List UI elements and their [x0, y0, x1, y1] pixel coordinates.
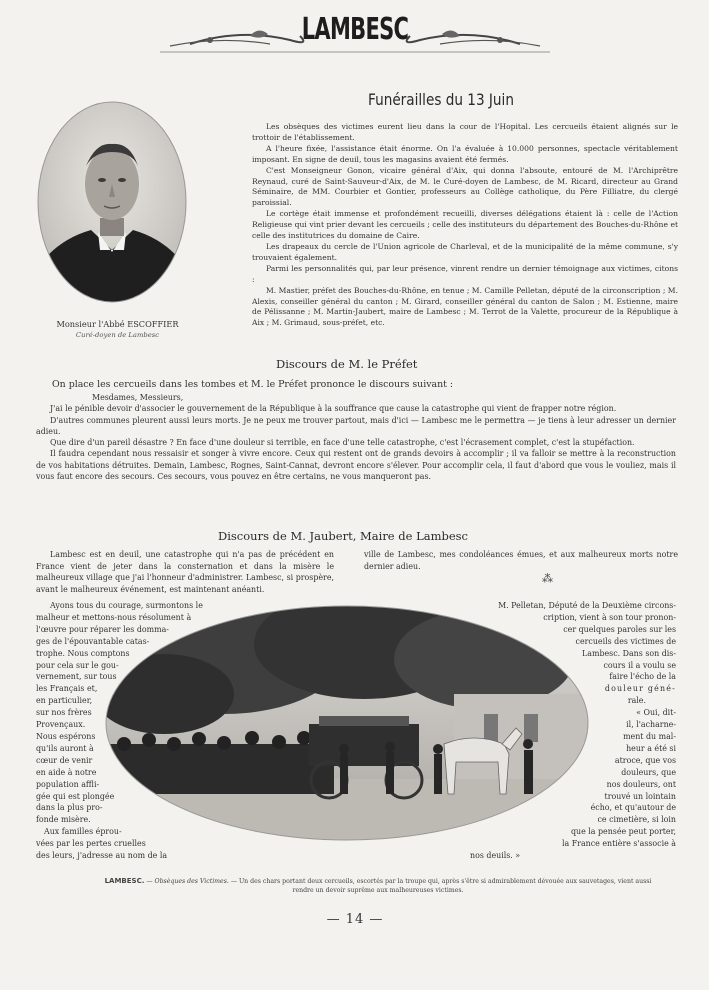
prefet-intro: On place les cercueils dans les tombes et M. le Préfet prononce le discours suivant :	[52, 379, 454, 390]
text-line: l'œuvre pour réparer les domma-	[36, 624, 169, 634]
jaubert-left-top	[36, 549, 334, 595]
text-line: gée qui est plongée	[36, 791, 115, 801]
text-line: que la pensée peut porter,	[570, 827, 676, 837]
text-line: ment du mal-	[623, 731, 676, 741]
asterism: ⁂	[542, 572, 553, 585]
paragraph: Mesdames, Messieurs,	[92, 393, 184, 402]
text-line: atroce, que vos	[614, 755, 676, 765]
text-line: pour cela sur le gou-	[36, 660, 119, 670]
caption-text: — Un des chars portant deux cercueils, escortés par la troupe qui, après s'être si admirablement dévouée aux sauvetages, vient aussi rendre un devoir suprême aux malheureuses victimes.	[230, 878, 652, 894]
article-title: Funérailles du 13 Juin	[368, 90, 514, 109]
text-line: la France entière s'associe à	[561, 839, 676, 849]
caption-label: LAMBESC.	[104, 877, 145, 885]
text-line: nos douleurs, ont	[606, 779, 676, 789]
paragraph: Les drapeaux du cercle de l'Union agricole de Charleval, et de la municipalité de la même commune, s'y trouvaient également.	[252, 241, 678, 262]
text-line: trouvé un lointain	[604, 791, 676, 801]
jaubert-left-wrap	[36, 600, 226, 862]
article-top-text	[252, 122, 678, 329]
text-line: en particulier,	[36, 696, 93, 706]
prefet-speech	[36, 378, 676, 482]
portrait-caption-name: Monsieur l'Abbé ESCOFFIER	[56, 319, 179, 329]
masthead-title: LAMBESC	[301, 12, 409, 47]
text-line: malheur et mettons-nous résolument à	[36, 612, 192, 622]
paragraph: C'est Monseigneur Gonon, vicaire général d'Aix, qui donna l'absoute, entouré de M. l'Archiprêtre Reynaud, curé de Saint-Sauveur-d'Aix, de M. le Curé-doyen de Lambesc, de M. Ricard, directeur au Grand Séminaire, de MM. Courbier et Gontier, professeurs au Collège catholique, du Père Filliatre, du clergé paroissial.	[252, 165, 678, 208]
text-line: Ayons tous du courage, surmontons le	[50, 601, 203, 610]
caption-title: Obsèques des Victimes.	[154, 878, 229, 885]
text-line: des leurs, j'adresse au nom de la	[36, 851, 168, 861]
text-line: en aide à notre	[36, 767, 97, 777]
portrait-caption-role: Curé-doyen de Lambesc	[75, 331, 160, 339]
text-line: vées par les pertes cruelles	[36, 839, 146, 849]
pelletan-speech	[440, 600, 676, 862]
paragraph: M. Mastier, préfet des Bouches-du-Rhône, en tenue ; M. Camille Pelletan, député de la circonscription ; M. Alexis, conseiller général du canton ; M. Girard, conseiller général du canton de Salon ; M. Estienne, maire de Pélissanne ; M. Martin-Jaubert, maire de Lambesc ; M. Terrot de la Valette, procureur de la République à Aix ; M. Grimaud, sous-préfet, etc.	[252, 285, 678, 328]
paragraph: Il faudra cependant nous ressaisir et songer à vivre encore. Ceux qui restent ont de grands devoirs à accomplir ; il va falloir se mettre à la reconstruction de vos habitations détruites. Demain, Lambesc, Rognes, Saint-Cannat, devront encore s'élever. Pour accomplir cela, il faut d'abord que vous le vouliez, mais il vous faut encore des secours. Ces secours, vous pouvez en être certains, ne vous manqueront pas.	[36, 449, 676, 482]
text-line: sur nos frères	[36, 708, 92, 718]
text-line: cours il a voulu se	[603, 660, 676, 670]
text-line: Nous espérons	[36, 731, 96, 741]
portrait-photo	[36, 100, 188, 305]
text-line: douleurs, que	[621, 767, 676, 777]
text-line: écho, et qu'autour de	[590, 803, 676, 813]
text-line: dans la plus pro-	[36, 803, 103, 813]
text-line: cription, vient à son tour pronon-	[543, 612, 676, 622]
prefet-heading: Discours de M. le Préfet	[276, 357, 418, 371]
text-line: population affli-	[36, 779, 100, 789]
jaubert-right-top	[364, 549, 678, 572]
text-line: faire l'écho de la	[609, 672, 676, 682]
paragraph: Que dire d'un pareil désastre ? En face d'une douleur si terrible, en face d'une telle catastrophe, c'est l'écrasement complet, c'est la stupéfaction.	[50, 438, 635, 448]
paragraph: Parmi les personnalités qui, par leur présence, vinrent rendre un dernier témoignage aux victimes, citons :	[252, 263, 678, 284]
text-line: vernement, sur tous	[36, 672, 117, 682]
text-line: Aux familles éprou-	[44, 827, 122, 837]
photo-caption: LAMBESC. — Obsèques des Victimes. — Un des chars portant deux cercueils, escortés par la troupe qui, après s'être si admirablement dévouée aux sauvetages, vient aussi rendre un devoir suprême aux malheureuses victimes.	[104, 877, 652, 894]
paragraph: ville de Lambesc, mes condoléances émues, et aux malheureux morts notre dernier adieu.	[364, 550, 678, 571]
paragraph: Lambesc est en deuil, une catastrophe qui n'a pas de précédent en France vient de jeter dans la consternation et dans la misère le malheureux village que j'ai l'honneur d'administrer. Lambesc, si prospère, avant le malheureux événement, est maintenant anéanti.	[36, 550, 334, 594]
text-line: Lambesc. Dans son dis-	[582, 648, 676, 658]
text-line: M. Pelletan, Député de la Deuxième circons-	[498, 601, 676, 610]
text-line: fonde misère.	[36, 815, 91, 825]
paragraph: Le cortège était immense et profondément recueilli, diverses délégations étaient là : celle de l'Action Religieuse qui vint prier devant les cercueils ; celle des instituteurs du département des Bouches-du-Rhône et celle des institutrices du domaine de Caire.	[252, 209, 678, 241]
page-number: — 14 —	[326, 912, 384, 927]
jaubert-heading: Discours de M. Jaubert, Maire de Lambesc	[218, 529, 469, 543]
text-line: cercueils des victimes de	[575, 636, 676, 646]
paragraph: A l'heure fixée, l'assistance était énorme. On l'a évaluée à 10.000 personnes, spectacle véritablement imposant. En signe de deuil, tous les magasins avaient été fermés.	[252, 143, 678, 164]
text-line: trophe. Nous comptons	[36, 648, 130, 658]
text-line: ges de l'épouvantable catas-	[36, 636, 150, 646]
text-line: il, l'acharne-	[626, 720, 676, 730]
text-line: cœur de venir	[36, 755, 93, 765]
text-line: rale.	[627, 696, 646, 706]
text-line: cer quelques paroles sur les	[563, 624, 676, 634]
paragraph: J'ai le pénible devoir d'associer le gouvernement de la République à la souffrance que cause la catastrophe qui vient de frapper notre région.	[50, 404, 617, 414]
text-line: « Oui, dit-	[636, 708, 676, 718]
text-line: Provençaux.	[36, 720, 86, 730]
text-line: ce cimetière, si loin	[597, 815, 676, 825]
text-line: heur a été si	[626, 743, 676, 753]
masthead	[150, 6, 560, 56]
text-line: nos deuils. »	[470, 851, 521, 861]
text-line: les Français et,	[36, 684, 98, 694]
text-line: douleur géné-	[604, 684, 676, 694]
text-line: qu'ils auront à	[36, 743, 94, 753]
paragraph: Les obsèques des victimes eurent lieu dans la cour de l'Hopital. Les cercueils étaient alignés sur le trottoir de l'établissement.	[252, 122, 678, 142]
paragraph: D'autres communes pleurent aussi leurs morts. Je ne peux me trouver partout, mais d'ici — Lambesc me le permettra — je tiens à leur adresser un dernier adieu.	[36, 415, 676, 436]
